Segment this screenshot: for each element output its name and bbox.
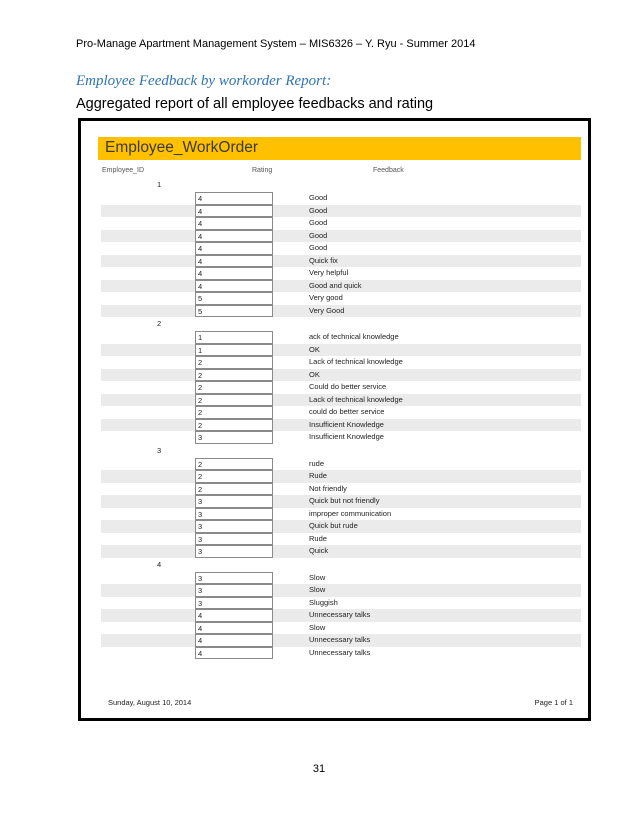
table-row: [101, 344, 581, 357]
feedback-cell: Unnecessary talks: [309, 610, 371, 619]
employee-id-label: 1: [157, 180, 162, 189]
rating-cell: 4: [195, 634, 273, 647]
section-title: Employee Feedback by workorder Report:: [76, 73, 332, 89]
table-row: [101, 647, 581, 660]
table-row: [101, 255, 581, 268]
feedback-cell: improper communication: [309, 508, 392, 518]
feedback-cell: Insufficient Knowledge: [309, 432, 384, 441]
table-row: [101, 230, 581, 243]
employee-id-label: 3: [157, 445, 162, 455]
table-row: [101, 369, 581, 382]
feedback-cell: Good and quick: [309, 280, 362, 290]
table-row: [101, 634, 581, 647]
feedback-cell: Good: [309, 205, 328, 215]
rating-cell: 3: [195, 508, 273, 521]
feedback-cell: Good: [309, 230, 328, 240]
column-header-employee-id: Employee_ID: [102, 167, 145, 174]
rating-cell: 3: [195, 431, 273, 444]
rating-cell: 4: [195, 622, 273, 635]
report-footer-date: Sunday, August 10, 2014: [108, 698, 192, 707]
rating-cell: 4: [195, 192, 273, 205]
feedback-cell: Quick but not friendly: [309, 496, 380, 505]
feedback-cell: Very helpful: [309, 268, 349, 277]
rating-cell: 4: [195, 280, 273, 293]
feedback-cell: OK: [309, 369, 320, 379]
feedback-cell: rude: [309, 458, 325, 468]
page-number: 31: [312, 763, 326, 775]
feedback-cell: Sluggish: [309, 597, 338, 607]
table-row: [101, 609, 581, 622]
rating-cell: 3: [195, 572, 273, 585]
table-row: [101, 267, 581, 280]
feedback-cell: Insufficient Knowledge: [309, 419, 384, 429]
rating-cell: 1: [195, 331, 273, 344]
rating-cell: 3: [195, 520, 273, 533]
table-row: [101, 280, 581, 293]
table-row: [101, 508, 581, 521]
rating-cell: 4: [195, 205, 273, 218]
report-footer-page: Page 1 of 1: [534, 698, 573, 707]
feedback-cell: Rude: [309, 471, 327, 480]
feedback-cell: Lack of technical knowledge: [309, 394, 403, 404]
employee-id-label: 4: [157, 559, 162, 569]
feedback-cell: Lack of technical knowledge: [309, 357, 403, 366]
table-row: [101, 356, 581, 369]
feedback-cell: Quick fix: [309, 255, 338, 265]
column-header-rating: Rating: [252, 167, 273, 174]
table-row: [101, 217, 581, 230]
feedback-cell: Slow: [309, 572, 326, 582]
rating-cell: 2: [195, 369, 273, 382]
feedback-cell: Not friendly: [309, 483, 347, 493]
feedback-cell: ack of technical knowledge: [309, 332, 399, 341]
feedback-cell: Very Good: [309, 305, 345, 315]
rating-cell: 2: [195, 419, 273, 432]
rating-cell: 4: [195, 267, 273, 280]
table-row: [101, 495, 581, 508]
rating-cell: 4: [195, 242, 273, 255]
rating-cell: 2: [195, 470, 273, 483]
table-row: [101, 242, 581, 255]
table-row: [101, 419, 581, 432]
rating-cell: 4: [195, 647, 273, 660]
rating-cell: 4: [195, 609, 273, 622]
rating-cell: 2: [195, 394, 273, 407]
table-row: [101, 622, 581, 635]
feedback-cell: Unnecessary talks: [309, 647, 371, 657]
report-screenshot: [78, 118, 591, 721]
report-title-bar: [98, 137, 581, 160]
feedback-cell: Slow: [309, 622, 326, 632]
table-row: [101, 205, 581, 218]
table-row: [101, 394, 581, 407]
feedback-cell: Unnecessary talks: [309, 635, 371, 644]
feedback-cell: Could do better service: [309, 382, 387, 391]
table-row: [101, 483, 581, 496]
table-row: [101, 305, 581, 318]
table-row: [101, 572, 581, 585]
feedback-cell: OK: [309, 344, 320, 354]
report-title: Employee_WorkOrder: [105, 139, 259, 156]
employee-id-label: 2: [157, 319, 162, 328]
feedback-cell: Very good: [309, 293, 343, 302]
table-row: [101, 458, 581, 471]
column-header-feedback: Feedback: [373, 167, 404, 174]
section-subtitle: Aggregated report of all employee feedbacks and rating: [76, 96, 434, 112]
rating-cell: 2: [195, 483, 273, 496]
rating-cell: 2: [195, 406, 273, 419]
rating-cell: 4: [195, 217, 273, 230]
rating-cell: 3: [195, 533, 273, 546]
table-row: [101, 381, 581, 394]
rating-cell: 3: [195, 545, 273, 558]
rating-cell: 2: [195, 356, 273, 369]
feedback-cell: Good: [309, 193, 328, 202]
rating-cell: 1: [195, 344, 273, 357]
table-row: [101, 331, 581, 344]
table-row: [101, 192, 581, 205]
feedback-cell: Rude: [309, 533, 327, 543]
rating-cell: 5: [195, 292, 273, 305]
feedback-cell: could do better service: [309, 407, 385, 416]
feedback-cell: Good: [309, 218, 328, 227]
table-row: [101, 431, 581, 444]
feedback-cell: Quick: [309, 546, 329, 555]
rating-cell: 3: [195, 584, 273, 597]
feedback-cell: Slow: [309, 585, 326, 594]
document-header: Pro-Manage Apartment Management System – MIS6326 – Y. Ryu - Summer 2014: [76, 38, 476, 50]
table-row: [101, 545, 581, 558]
table-row: [101, 520, 581, 533]
table-row: [101, 597, 581, 610]
table-row: [101, 406, 581, 419]
rating-cell: 4: [195, 230, 273, 243]
table-row: [101, 584, 581, 597]
table-row: [101, 533, 581, 546]
table-row: [101, 470, 581, 483]
feedback-cell: Quick but rude: [309, 521, 358, 530]
rating-cell: 3: [195, 597, 273, 610]
rating-cell: 2: [195, 458, 273, 471]
table-row: [101, 292, 581, 305]
rating-cell: 2: [195, 381, 273, 394]
rating-cell: 4: [195, 255, 273, 268]
rating-cell: 5: [195, 305, 273, 318]
feedback-cell: Good: [309, 243, 328, 252]
rating-cell: 3: [195, 495, 273, 508]
